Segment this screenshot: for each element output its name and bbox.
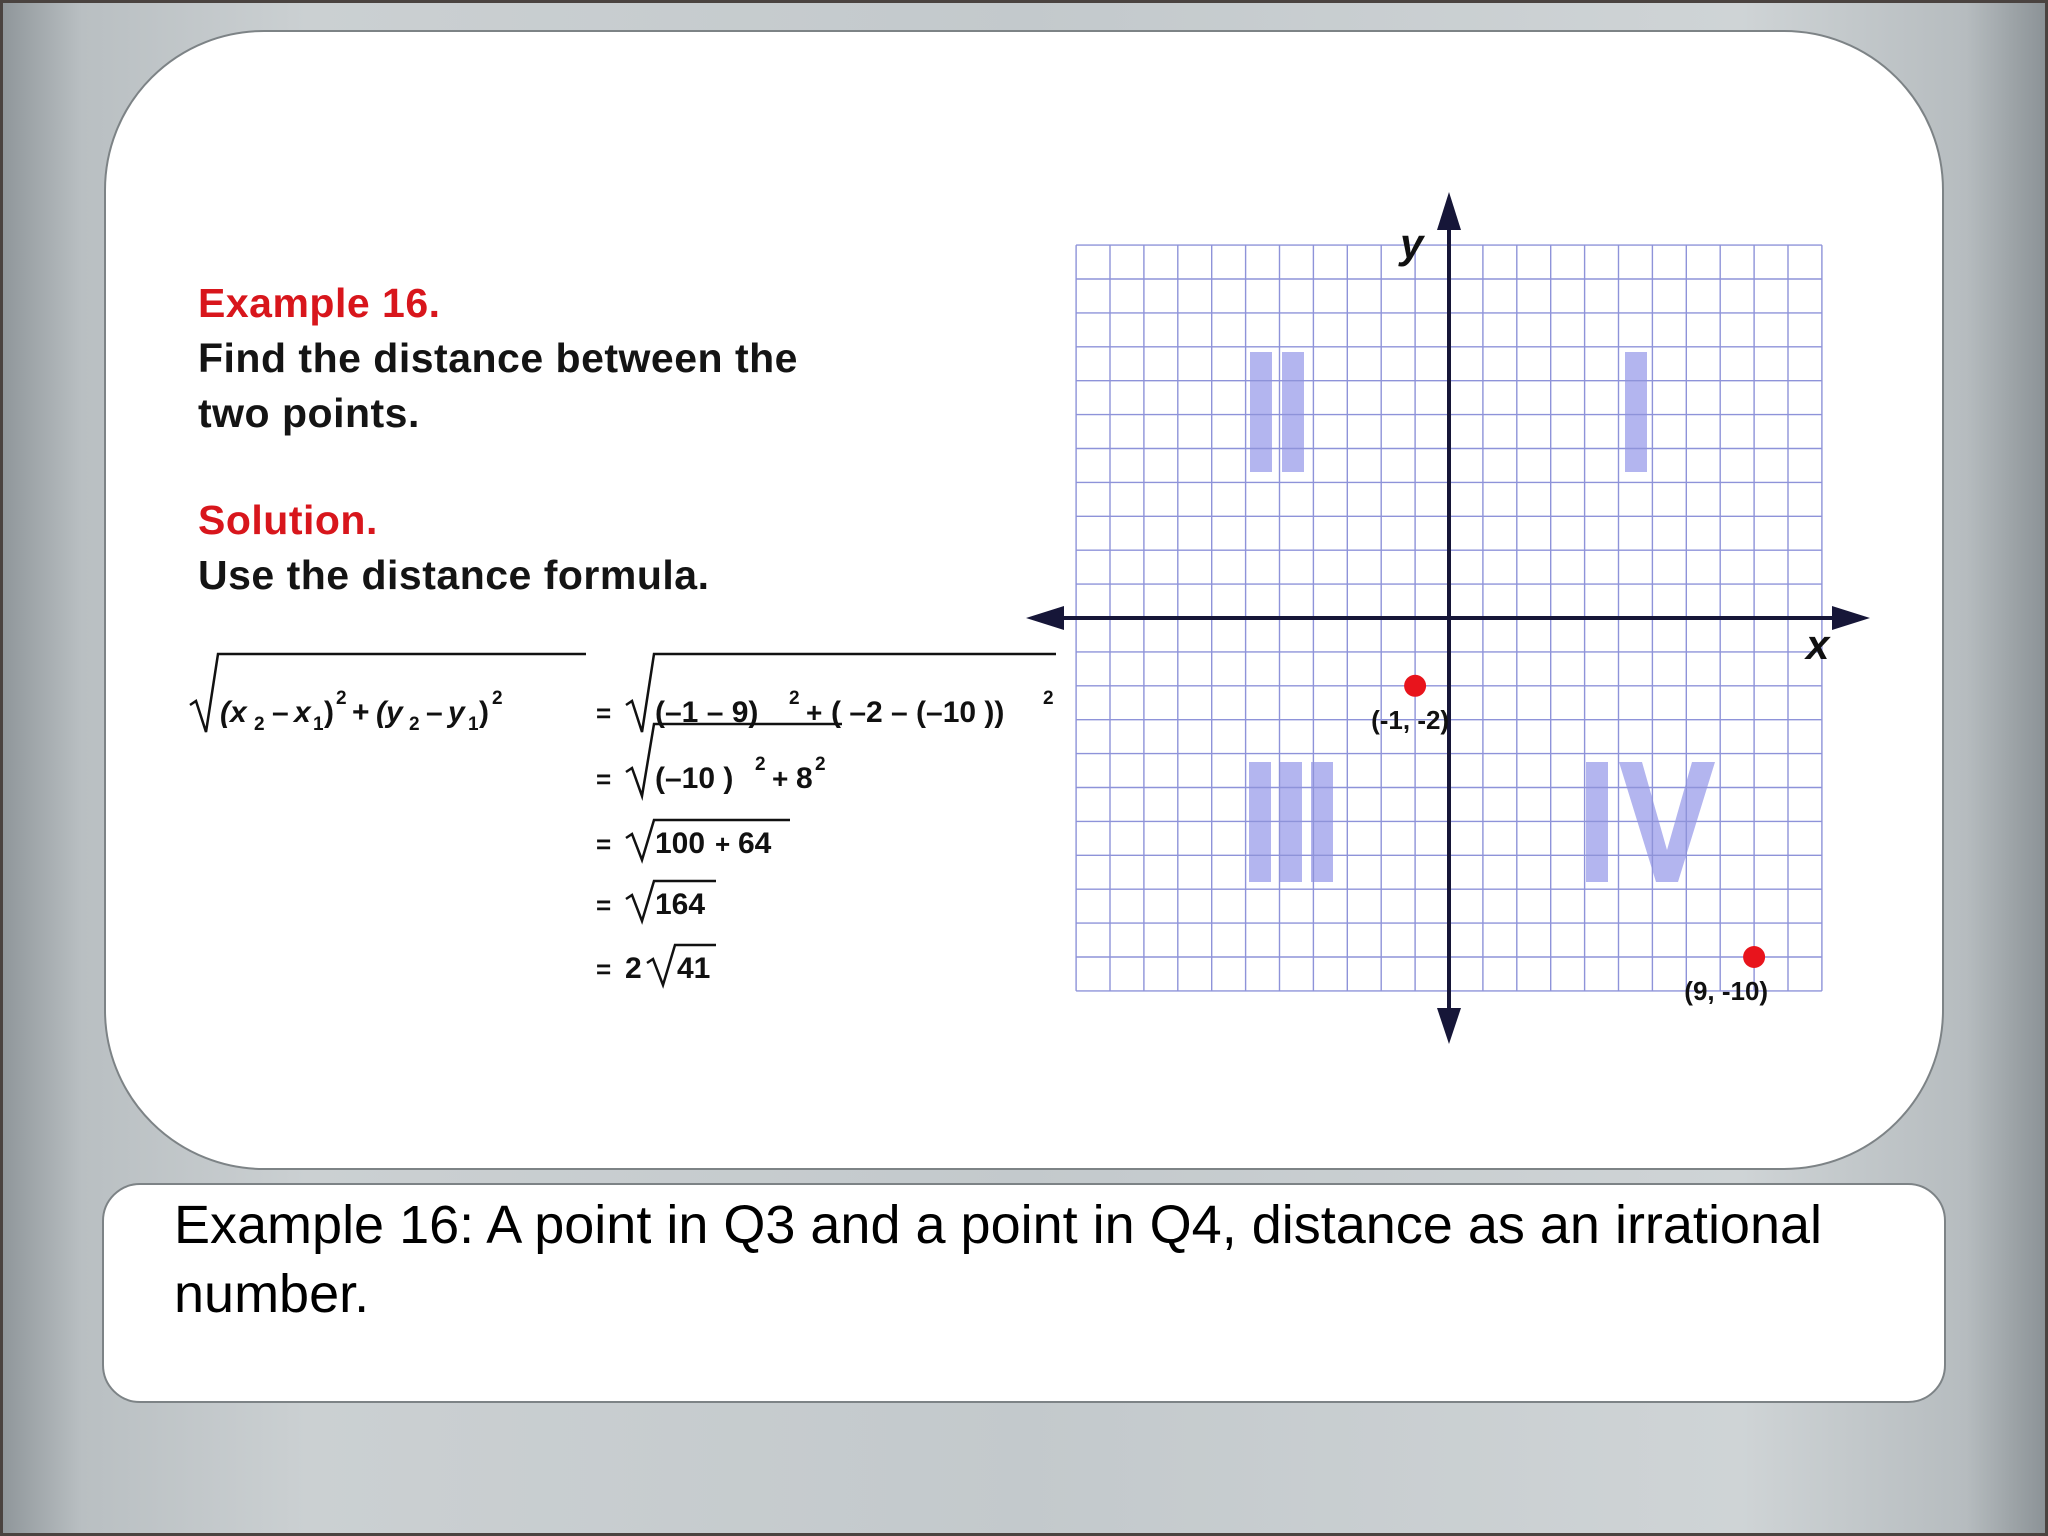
svg-text:2: 2 <box>755 754 766 775</box>
svg-text:164: 164 <box>655 888 706 921</box>
svg-text:2: 2 <box>254 714 265 735</box>
slide-card <box>104 30 1944 1170</box>
svg-text:y: y <box>448 696 465 729</box>
generic-distance-formula <box>190 654 586 735</box>
svg-text:=: = <box>596 764 612 794</box>
svg-text:–: – <box>272 696 289 729</box>
svg-text:=: = <box>596 890 612 920</box>
svg-text:+: + <box>715 829 731 859</box>
svg-text:2: 2 <box>409 714 420 735</box>
svg-text:1: 1 <box>313 714 324 735</box>
svg-text:=: = <box>596 698 612 728</box>
svg-text:( –2 – (–10 )): ( –2 – (–10 )) <box>831 696 1005 729</box>
svg-text:=: = <box>596 829 612 859</box>
svg-text:(–10 ): (–10 ) <box>655 762 734 795</box>
svg-text:+: + <box>806 697 823 728</box>
svg-text:2: 2 <box>492 688 503 709</box>
question-line-2: two points. <box>198 390 420 436</box>
svg-text:): ) <box>479 696 489 729</box>
svg-text:–: – <box>426 696 443 729</box>
svg-text:x: x <box>294 696 311 729</box>
y-axis-arrow-down <box>1437 1008 1461 1044</box>
svg-text:+: + <box>352 696 370 729</box>
y-axis-arrow-up <box>1437 192 1461 230</box>
caption-box <box>102 1183 1946 1403</box>
svg-text:1: 1 <box>468 714 479 735</box>
solution-text: Use the distance formula. <box>198 552 710 598</box>
formula-step-2 <box>596 724 842 796</box>
svg-text:+: + <box>772 763 789 794</box>
point-marker <box>1404 675 1426 697</box>
svg-text:41: 41 <box>677 952 711 985</box>
coordinate-plane <box>1026 192 1870 1044</box>
question-line-1: Find the distance between the <box>198 335 798 381</box>
svg-text:64: 64 <box>738 827 772 860</box>
y-axis-label: y <box>1400 220 1424 267</box>
formula-step-1 <box>596 654 1056 732</box>
formula-step-5 <box>596 945 716 985</box>
point-label: (-1, -2) <box>1371 704 1450 735</box>
svg-text:2: 2 <box>1043 688 1054 709</box>
point-marker <box>1743 946 1765 968</box>
svg-text:100: 100 <box>655 827 706 860</box>
svg-text:2: 2 <box>336 688 347 709</box>
formula-step-3 <box>596 820 790 860</box>
distance-formula-working <box>106 32 1944 1170</box>
svg-text:8: 8 <box>796 762 813 795</box>
svg-text:=: = <box>596 954 612 984</box>
svg-text:): ) <box>324 696 334 729</box>
x-axis-arrow-left <box>1026 606 1064 630</box>
solution-title: Solution. <box>198 497 378 543</box>
svg-text:(x: (x <box>220 696 247 729</box>
formula-step-4 <box>596 881 716 921</box>
svg-text:2: 2 <box>789 688 800 709</box>
svg-text:2: 2 <box>815 754 826 775</box>
point-label: (9, -10) <box>1684 976 1769 1006</box>
x-axis-arrow-right <box>1832 606 1870 630</box>
caption-text: Example 16: A point in Q3 and a point in Q4, distance as an irrational number. <box>174 1195 1823 1324</box>
svg-text:2: 2 <box>625 952 642 985</box>
svg-text:(–1 – 9): (–1 – 9) <box>655 696 759 729</box>
x-axis-label: x <box>1806 621 1830 668</box>
svg-text:(y: (y <box>376 696 403 729</box>
example-title: Example 16. <box>198 280 441 326</box>
